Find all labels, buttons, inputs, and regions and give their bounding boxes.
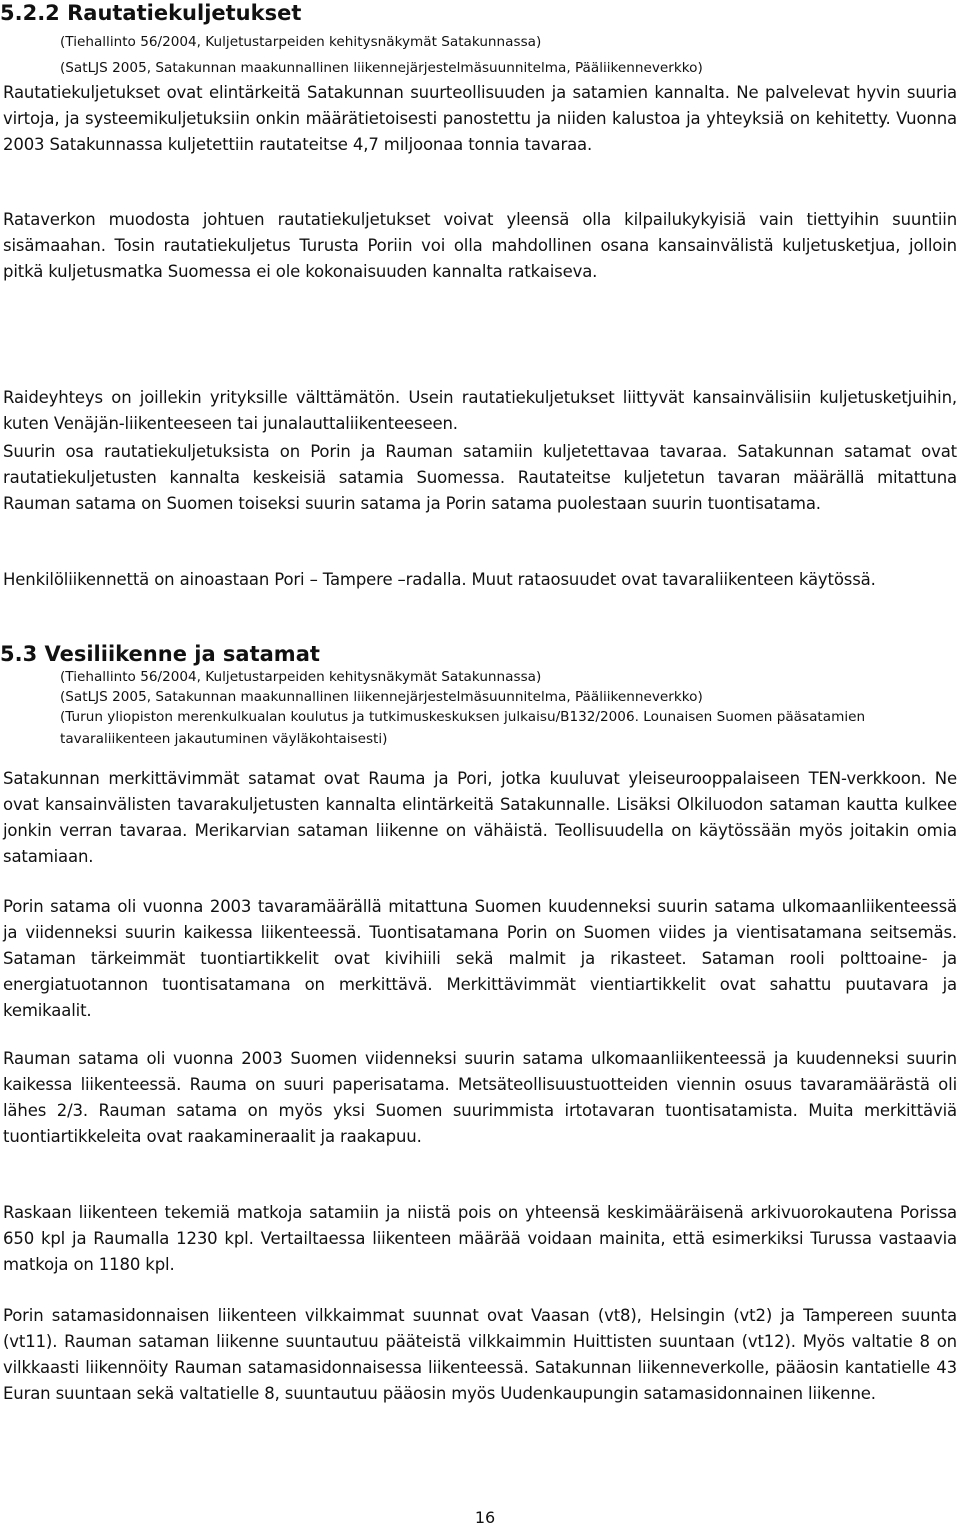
section-heading-vesiliikenne: 5.3 Vesiliikenne ja satamat xyxy=(0,642,320,666)
source-reference: (Tiehallinto 56/2004, Kuljetustarpeiden kehitysnäkymät Satakunnassa) xyxy=(60,34,542,50)
section-heading-rautatiekuljetukset: 5.2.2 Rautatiekuljetukset xyxy=(0,1,302,25)
body-paragraph: Suurin osa rautatiekuljetuksista on Porin ja Rauman satamiin kuljetettavaa tavaraa. Satakunnan satamat ovat rautatiekuljetusten kannalta keskeisiä satamia Suomessa. Rautateitse kuljetetun tavaran määrällä mitattuna Rauman satama on Suomen toiseksi suurin satama ja Porin satama puolestaan suurin tuontisatama. xyxy=(3,442,957,513)
body-paragraph: Porin satamasidonnaisen liikenteen vilkkaimmat suunnat ovat Vaasan (vt8), Helsingin (vt2) ja Tampereen suunta (vt11). Rauman sataman liikenne suuntautuu pääteistä vilkkaimmin Huittisten suuntaan (vt12). Myös valtatie 8 on vilkkaasti liikennöity Rauman satamasidonnaisessa liikenteessä. Satakunnan liikenneverkolle, pääosin kantatielle 43 Euran suuntaan sekä valtatielle 8, suuntautuu pääosin myös Uudenkaupungin satamasidonnainen liikenne. xyxy=(3,1306,957,1403)
source-reference: (SatLJS 2005, Satakunnan maakunnallinen liikennejärjestelmäsuunnitelma, Pääliikenneverkko) xyxy=(60,689,703,705)
body-paragraph: Porin satama oli vuonna 2003 tavaramäärällä mitattuna Suomen kuudenneksi suurin satama ulkomaanliikenteessä ja viidenneksi suurin kaikessa liikenteessä. Tuontisatamana Porin on Suomen viides ja vientisatamana seitsemäs. Sataman tärkeimmät tuontiartikkelit ovat kivihiili sekä malmit ja rikasteet. Sataman rooli polttoaine- ja energiatuotannon tuontisatamana on merkittävä. Merkittävimmät vientiartikkelit ovat sahattu puutavara ja kemikaalit. xyxy=(3,897,957,1020)
source-reference: (Turun yliopiston merenkulkualan koulutus ja tutkimuskeskuksen julkaisu/B132/2006. Lounaisen Suomen pääsatamien tavaraliikenteen jakautuminen väyläkohtaisesti) xyxy=(60,709,866,747)
body-paragraph: Raideyhteys on joillekin yrityksille välttämätön. Usein rautatiekuljetukset liittyvät kansainvälisiin kuljetusketjuihin, kuten Venäjän-liikenteeseen tai junalauttaliikenteeseen. xyxy=(3,388,957,433)
body-paragraph: Rataverkon muodosta johtuen rautatiekuljetukset voivat yleensä olla kilpailukykyisiä vain tiettyihin suuntiin sisämaahan. Tosin rautatiekuljetus Turusta Poriin voi olla mahdollinen osana kansainvälistä kuljetusketjua, jolloin pitkä kuljetusmatka Suomessa ei ole kokonaisuuden kannalta ratkaiseva. xyxy=(3,210,957,281)
body-paragraph: Rauman satama oli vuonna 2003 Suomen viidenneksi suurin satama ulkomaanliikenteessä ja kuudenneksi suurin kaikessa liikenteessä. Rauma on suuri paperisatama. Metsäteollisuustuotteiden viennin osuus tavaramäärästä oli lähes 2/3. Rauman satama on myös yksi Suomen suurimmista irtotavaran tuontisatamista. Muita merkittäviä tuontiartikkeleita ovat raakamineraalit ja raakapuu. xyxy=(3,1049,957,1146)
body-paragraph: Satakunnan merkittävimmät satamat ovat Rauma ja Pori, jotka kuuluvat yleiseurooppalaiseen TEN-verkkoon. Ne ovat kansainvälisten tavarakuljetusten kannalta elintärkeitä Satakunnalle. Lisäksi Olkiluodon sataman kautta kulkee jonkin verran tavaraa. Merikarvian sataman liikenne on vähäistä. Teollisuudella on käytössään myös joitakin omia satamiaan. xyxy=(3,769,957,866)
source-reference: (Tiehallinto 56/2004, Kuljetustarpeiden kehitysnäkymät Satakunnassa) xyxy=(60,669,542,685)
source-reference: (SatLJS 2005, Satakunnan maakunnallinen liikennejärjestelmäsuunnitelma, Pääliikenneverkko) xyxy=(60,60,703,76)
body-paragraph: Rautatiekuljetukset ovat elintärkeitä Satakunnan suurteollisuuden ja satamien kannalta. Ne palvelevat hyvin suuria virtoja, ja systeemikuljetuksiin onkin määrätietoisesti panostettu ja niiden kalustoa ja yhteyksiä on kehitetty. Vuonna 2003 Satakunnassa kuljetettiin rautateitse 4,7 miljoonaa tonnia tavaraa. xyxy=(3,83,957,154)
body-paragraph: Raskaan liikenteen tekemiä matkoja satamiin ja niistä pois on yhteensä keskimääräisenä arkivuorokautena Porissa 650 kpl ja Raumalla 1230 kpl. Vertailtaessa liikenteen määrää voidaan mainita, että esimerkiksi Turussa vastaavia matkoja on 1180 kpl. xyxy=(3,1203,957,1274)
body-paragraph: Henkilöliikennettä on ainoastaan Pori – Tampere –radalla. Muut rataosuudet ovat tavaraliikenteen käytössä. xyxy=(3,570,876,589)
page-number: 16 xyxy=(474,1508,496,1527)
